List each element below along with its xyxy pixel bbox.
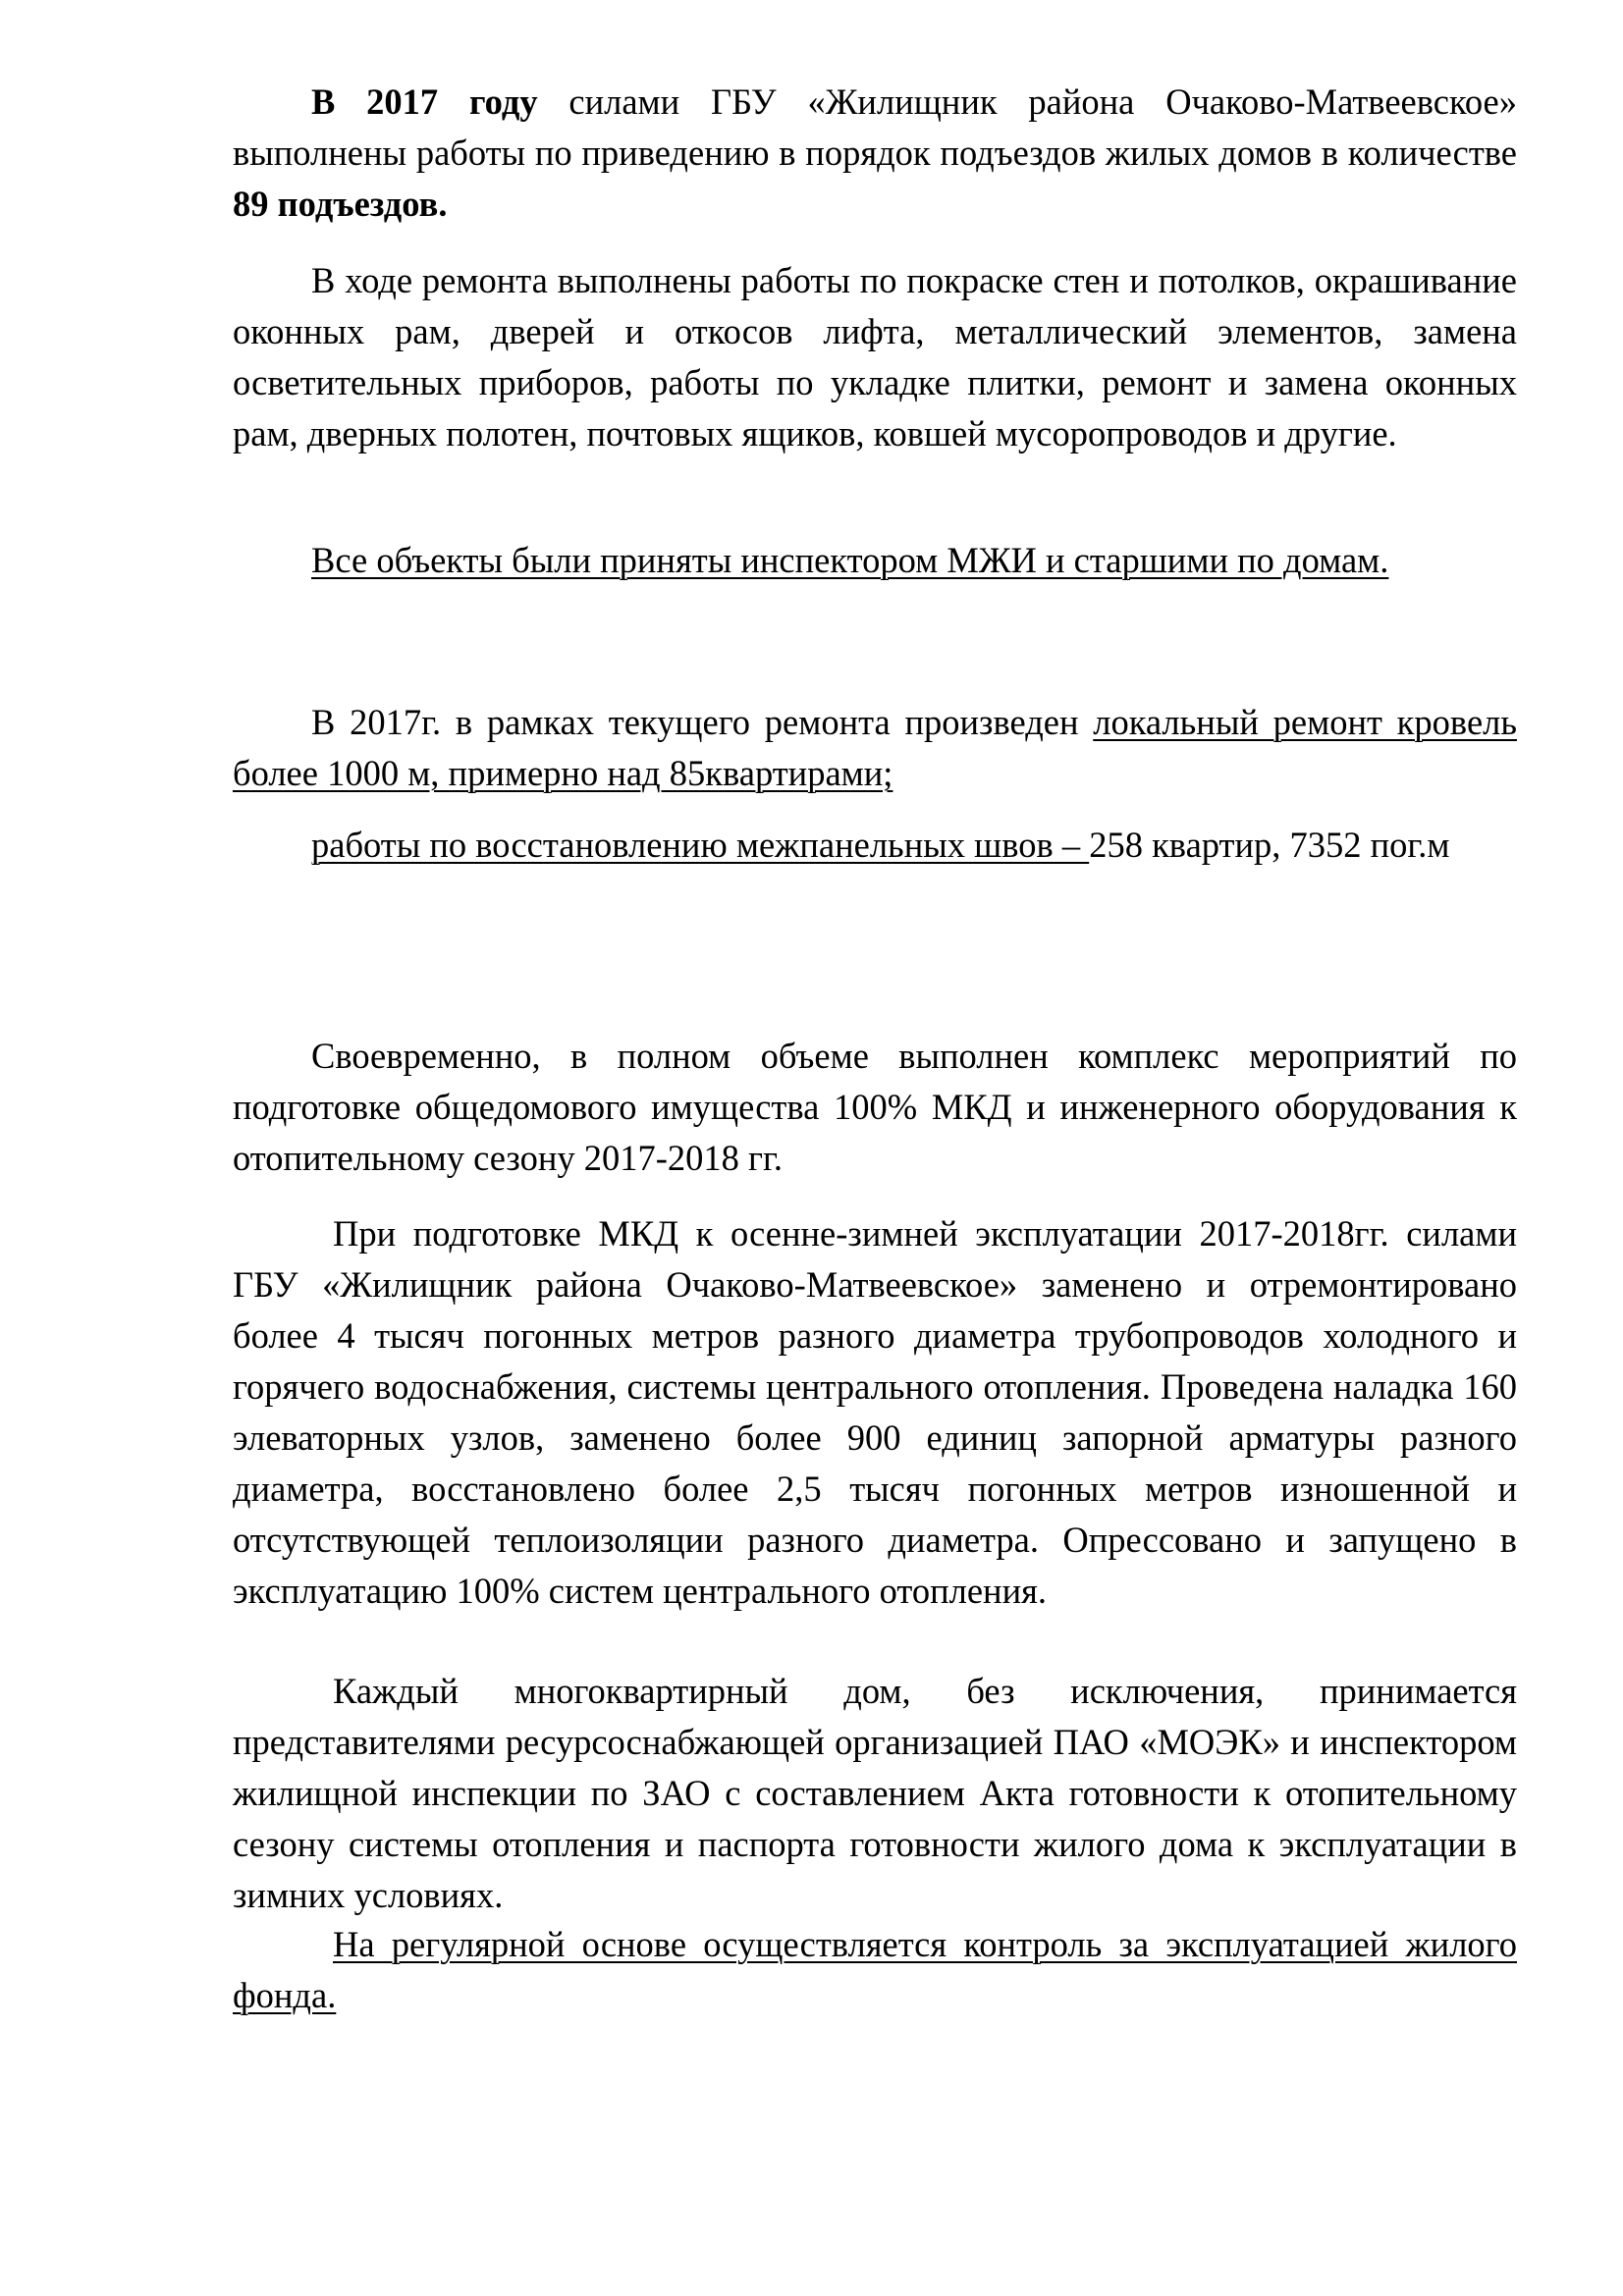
entrances-count-bold-text: 89 подъездов. <box>233 184 448 224</box>
paragraph-heating-season-preparation <box>233 1031 1517 1184</box>
underlined-text: локальный ремонт кровель более 1000 м, примерно над 85квартирами; <box>233 702 1517 793</box>
year-bold-text: В 2017 году <box>311 81 538 122</box>
paragraph-text: В 2017г. в рамках текущего ремонта произведен <box>311 702 1094 742</box>
paragraph-text: силами ГБУ «Жилищник района Очаково-Матвеевское» выполнены работы по приведению в порядок подъездов жилых домов в количестве <box>233 81 1517 173</box>
paragraph-entrances-repair <box>233 77 1517 230</box>
underlined-text: Все объекты были приняты инспектором МЖИ и старшими по домам. <box>311 540 1389 580</box>
paragraph-text: При подготовке МКД к осенне-зимней эксплуатации 2017-2018гг. силами ГБУ «Жилищник района Очаково-Матвеевское» заменено и отремонтировано более 4 тысяч погонных метров разного диаметра трубопроводов холодного и горячего водоснабжения, системы центрального отопления. Проведена наладка 160 элеваторных узлов, заменено более 900 единиц запорной арматуры разного диаметра, восстановлено более 2,5 тысяч погонных метров изношенной и отсутствующей теплоизоляции разного диаметра. Опрессовано и запущено в эксплуатацию 100% систем центрального отопления. <box>233 1213 1517 1611</box>
paragraph-regular-control <box>233 1919 1517 2021</box>
paragraph-autumn-winter-operation <box>233 1208 1517 1617</box>
paragraph-objects-accepted <box>233 535 1517 586</box>
underlined-text: работы по восстановлению межпанельных швов – <box>311 825 1090 865</box>
paragraph-text: В ходе ремонта выполнены работы по покраске стен и потолков, окрашивание оконных рам, дверей и откосов лифта, металлический элементов, замена осветительных приборов, работы по укладке плитки, ремонт и замена оконных рам, дверных полотен, почтовых ящиков, ковшей мусоропроводов и другие. <box>233 260 1517 454</box>
underlined-text: На регулярной основе осуществляется контроль за эксплуатацией жилого фонда. <box>233 1924 1517 2015</box>
paragraph-text: 258 квартир, 7352 пог.м <box>1089 825 1450 865</box>
paragraph-acceptance-act <box>233 1666 1517 1921</box>
paragraph-text: Каждый многоквартирный дом, без исключения, принимается представителями ресурсоснабжающей организацией ПАО «МОЭК» и инспектором жилищной инспекции по ЗАО с составлением Акта готовности к отопительному сезону системы отопления и паспорта готовности жилого дома к эксплуатации в зимних условиях. <box>233 1671 1517 1915</box>
paragraph-joint-repair <box>233 820 1517 871</box>
paragraph-repair-works-list <box>233 255 1517 459</box>
paragraph-text: Своевременно, в полном объеме выполнен комплекс мероприятий по подготовке общедомового имущества 100% МКД и инженерного оборудования к отопительному сезону 2017-2018 гг. <box>233 1036 1517 1178</box>
paragraph-roof-repair <box>233 697 1517 799</box>
